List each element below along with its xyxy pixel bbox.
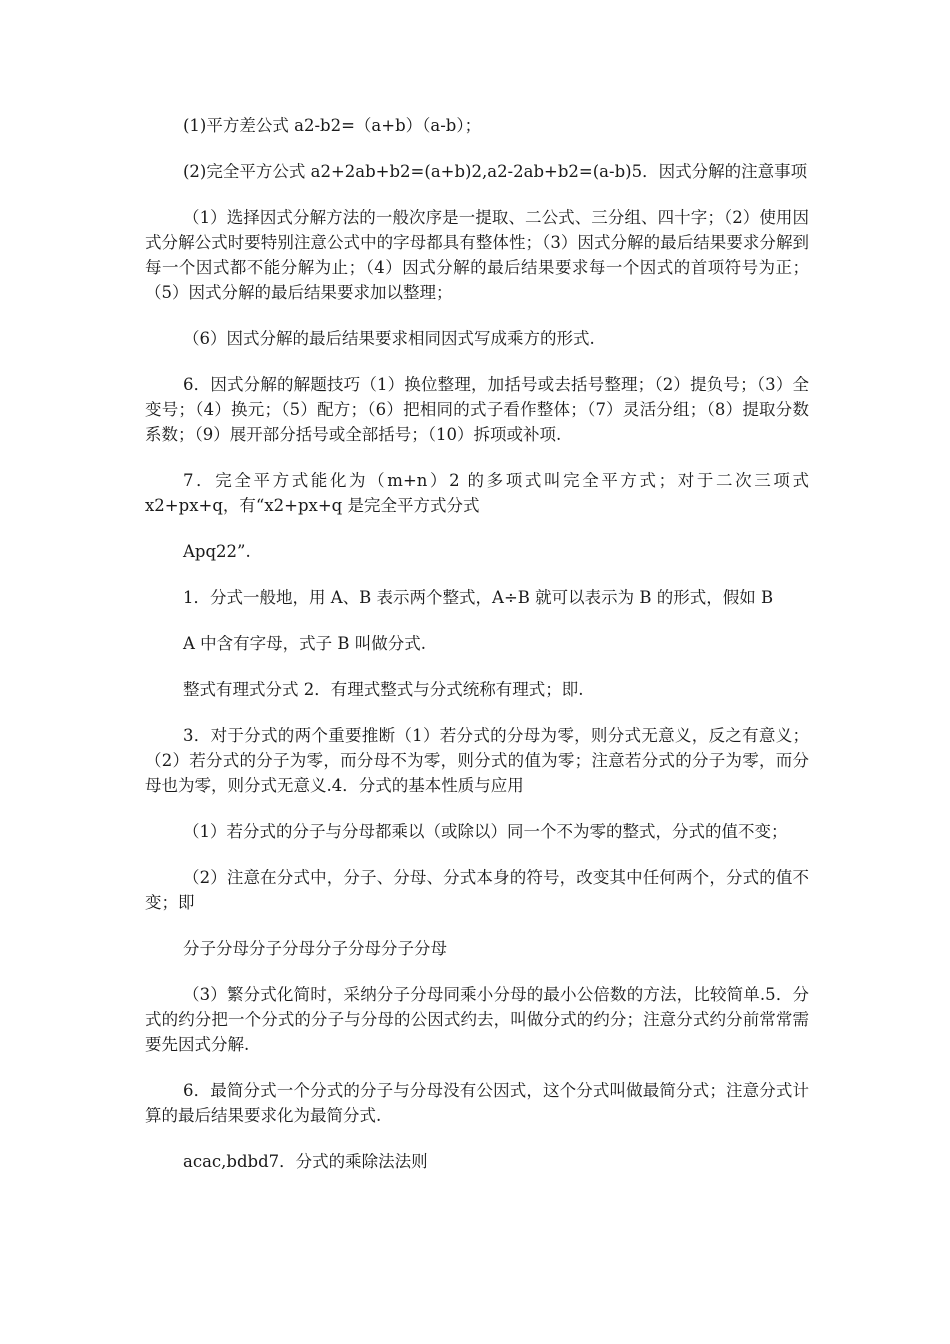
paragraph-rational-expressions: 整式有理式分式 2．有理式整式与分式统称有理式；即. [183,680,584,699]
paragraph-difference-of-squares: (1)平方差公式 a2-b2=（a+b）（a-b）； [183,116,482,135]
paragraph-fraction-property-1: （1）若分式的分子与分母都乘以（或除以）同一个不为零的整式，分式的值不变； [183,822,788,841]
paragraph-fraction-property-2: （2）注意在分式中，分子、分母、分式本身的符号，改变其中任何两个，分式的值不变；即 [145,868,809,912]
paragraph-factoring-note-6: （6）因式分解的最后结果要求相同因式写成乘方的形式. [183,329,595,348]
paragraph-factoring-notes: （1）选择因式分解方法的一般次序是一提取、二公式、三分组、四十字；（2）使用因式分解公式时要特别注意公式中的字母都具有整体性；（3）因式分解的最后结果要求分解到每一个因式都不能分解为止；（4）因式分解的最后结果要求每一个因式的首项符号为正；（5）因式分解的最后结果要求加以整理； [145,208,809,302]
paragraph-fraction-definition-cont: A 中含有字母，式子 B 叫做分式. [183,634,427,653]
paragraph-simplest-fraction: 6．最简分式一个分式的分子与分母没有公因式，这个分式叫做最简分式；注意分式计算的最后结果要求化为最简分式. [145,1081,809,1125]
paragraph-factoring-techniques: 6．因式分解的解题技巧（1）换位整理，加括号或去括号整理；（2）提负号；（3）全变号；（4）换元；（5）配方；（6）把相同的式子看作整体；（7）灵活分组；（8）提取分数系数；（9）展开部分括号或全部括号；（10）拆项或补项. [145,375,809,444]
paragraph-complex-fraction: （3）繁分式化简时，采纳分子分母同乘小分母的最小公倍数的方法，比较简单.5．分式的约分把一个分式的分子与分母的公因式约去，叫做分式的约分；注意分式约分前常常需要先因式分解. [145,985,809,1054]
paragraph-perfect-square-trinomial: 7．完全平方式能化为（m+n）2 的多项式叫完全平方式；对于二次三项式 x2+px+q，有“x2+px+q 是完全平方式分式 [145,471,809,515]
paragraph-fraction-inferences: 3．对于分式的两个重要推断（1）若分式的分母为零，则分式无意义，反之有意义；（2）若分式的分子为零，而分母不为零，则分式的值为零；注意若分式的分子为零，而分母也为零，则分式无意义.4．分式的基本性质与应用 [145,726,809,795]
paragraph-numerator-denominator: 分子分母分子分母分子分母分子分母 [183,939,447,958]
paragraph-multiplication-division: acac,bdbd7．分式的乘除法法则 [183,1152,428,1171]
paragraph-perfect-square-formula: (2)完全平方公式 a2+2ab+b2=(a+b)2,a2-2ab+b2=(a-b)5．因式分解的注意事项 [183,162,808,181]
document-page [145,113,809,1195]
paragraph-apq: Apq22”. [183,542,251,561]
paragraph-fraction-definition: 1．分式一般地，用 A、B 表示两个整式，A÷B 就可以表示为 B 的形式，假如 B [183,588,774,607]
